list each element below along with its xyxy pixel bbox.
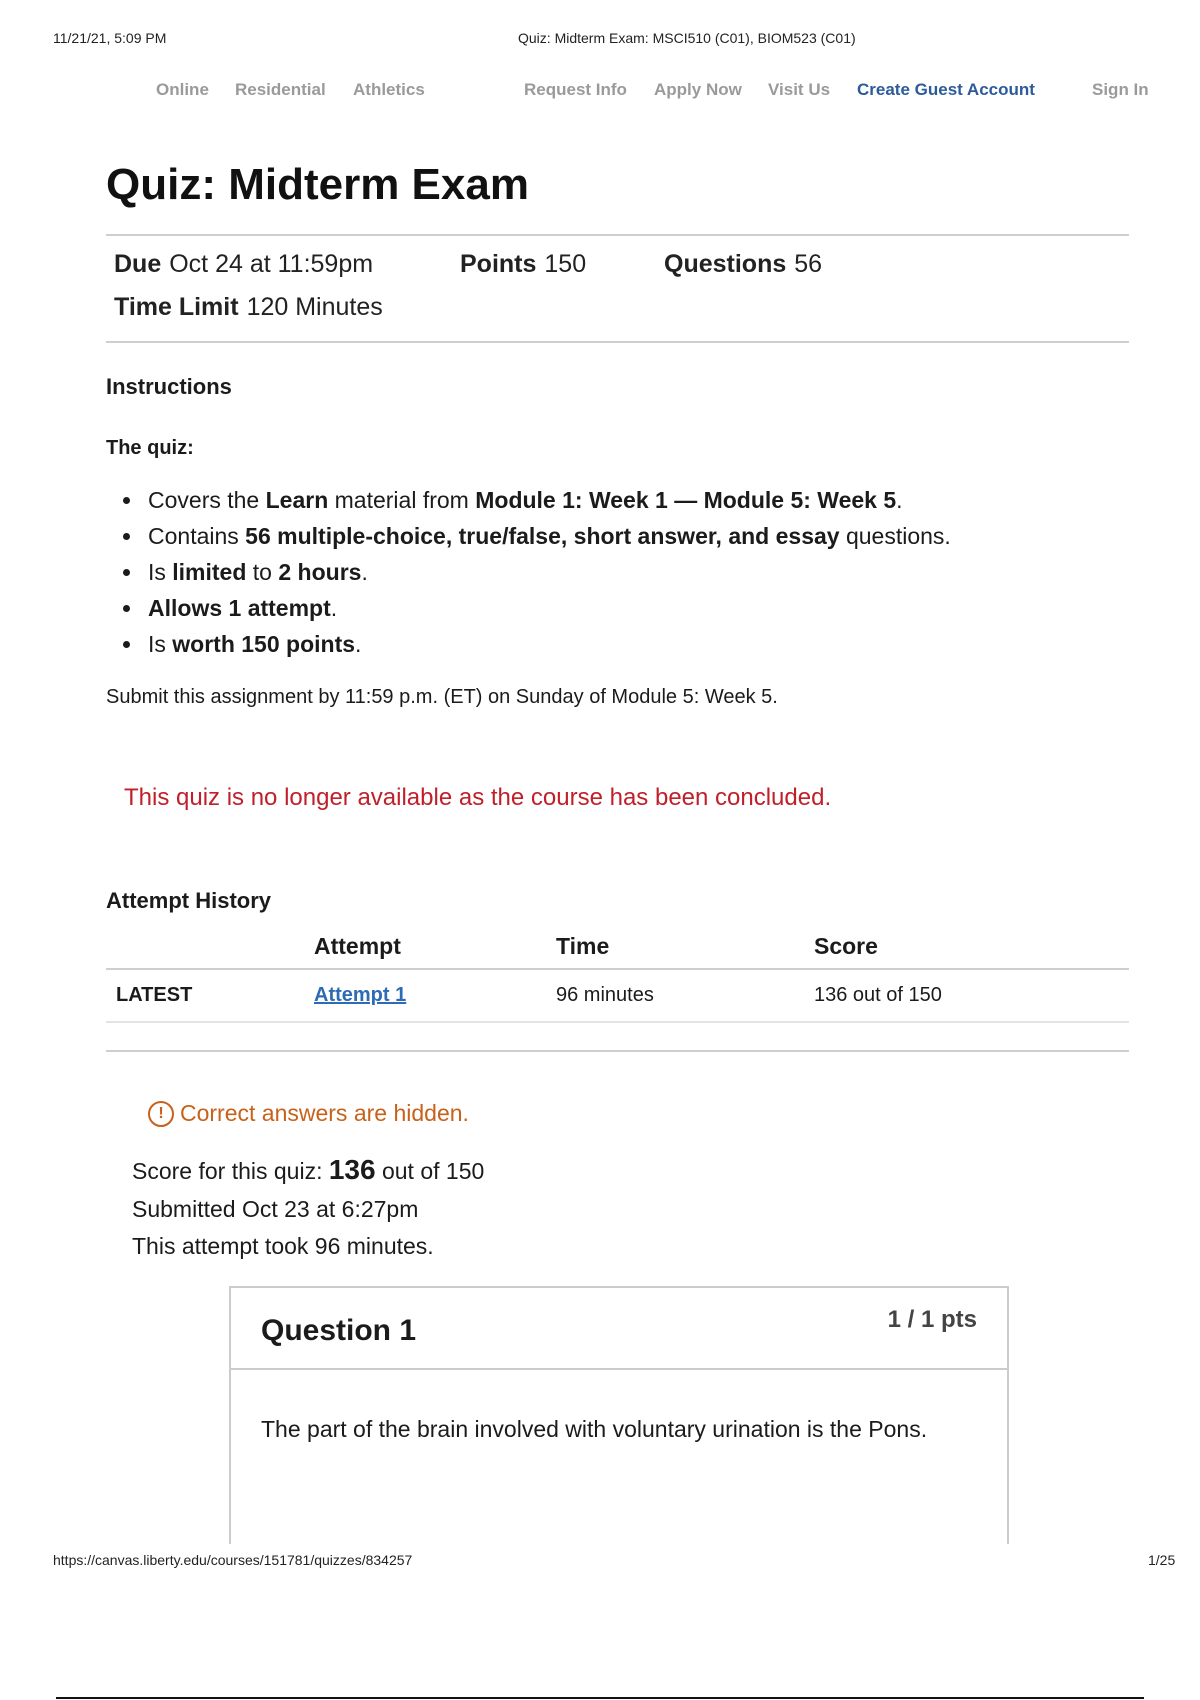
nav-online[interactable]: Online xyxy=(156,80,209,99)
question-card xyxy=(229,1286,1009,1544)
score-cell: 136 out of 150 xyxy=(804,969,1129,1022)
question-header xyxy=(231,1288,1007,1370)
submitted-date: Submitted Oct 23 at 6:27pm xyxy=(132,1196,419,1222)
time-limit-value: 120 Minutes xyxy=(246,293,383,321)
unavailable-message: This quiz is no longer available as the course has been concluded. xyxy=(124,784,832,811)
list-item: • Allows 1 attempt. xyxy=(144,590,951,626)
print-datetime: 11/21/21, 5:09 PM xyxy=(53,30,167,46)
list-item: • Contains 56 multiple-choice, true/false, short answer, and essay questions. xyxy=(144,518,951,554)
submit-note: Submit this assignment by 11:59 p.m. (ET) on Sunday of Module 5: Week 5. xyxy=(106,686,778,708)
nav-apply-now[interactable]: Apply Now xyxy=(654,80,742,99)
print-doc-title: Quiz: Midterm Exam: MSCI510 (C01), BIOM523 (C01) xyxy=(518,30,856,46)
quiz-score: Score for this quiz: 136 out of 150 xyxy=(132,1154,485,1185)
nav-sign-in[interactable]: Sign In xyxy=(1092,80,1149,99)
nav-residential[interactable]: Residential xyxy=(235,80,326,99)
list-item: • Is worth 150 points. xyxy=(144,626,951,662)
time-limit xyxy=(114,293,383,322)
quiz-subheading: The quiz: xyxy=(106,437,194,459)
instructions-list xyxy=(106,482,951,662)
divider xyxy=(106,234,1129,236)
col-header-attempt: Attempt xyxy=(304,925,546,969)
attempt-cell xyxy=(304,969,546,1022)
instructions-heading: Instructions xyxy=(106,374,232,399)
time-limit-label: Time Limit xyxy=(114,293,239,321)
points-label: Points xyxy=(460,250,537,278)
divider xyxy=(106,1050,1129,1052)
question-points: 1 / 1 pts xyxy=(887,1306,977,1333)
answers-hidden-notice xyxy=(148,1100,469,1127)
divider xyxy=(106,341,1129,343)
table-header-row xyxy=(106,925,1129,969)
nav-visit-us[interactable]: Visit Us xyxy=(768,80,831,99)
print-url: https://canvas.liberty.edu/courses/151781/quizzes/834257 xyxy=(53,1552,413,1568)
due-label: Due xyxy=(114,250,162,278)
col-header-score: Score xyxy=(804,925,1129,969)
list-item: • Covers the Learn material from Module 1: Week 1 — Module 5: Week 5. xyxy=(144,482,951,518)
question-title: Question 1 xyxy=(261,1314,417,1347)
due-value: Oct 24 at 11:59pm xyxy=(169,250,374,278)
attempt-history-heading: Attempt History xyxy=(106,888,272,913)
nav-athletics[interactable]: Athletics xyxy=(353,80,425,99)
question-text: The part of the brain involved with voluntary urination is the Pons. xyxy=(261,1416,928,1442)
col-header-time: Time xyxy=(546,925,804,969)
points xyxy=(460,250,586,279)
list-item: • Is limited to 2 hours. xyxy=(144,554,951,590)
attempt-history-table xyxy=(106,925,1129,1043)
col-header-blank xyxy=(106,925,304,969)
points-value: 150 xyxy=(544,250,587,278)
questions-count xyxy=(664,250,822,279)
page-title: Quiz: Midterm Exam xyxy=(106,160,529,209)
questions-value: 56 xyxy=(794,250,823,278)
page-bottom-rule xyxy=(56,1697,1144,1699)
table-row xyxy=(106,969,1129,1022)
table-row-spacer xyxy=(106,1022,1129,1043)
nav-create-guest-account[interactable]: Create Guest Account xyxy=(857,80,1035,99)
time-cell: 96 minutes xyxy=(546,969,804,1022)
questions-label: Questions xyxy=(664,250,787,278)
latest-label: LATEST xyxy=(106,969,304,1022)
score-value: 136 xyxy=(328,1154,376,1185)
print-page-number: 1/25 xyxy=(1148,1552,1176,1568)
exclamation-circle-icon: ! xyxy=(148,1101,174,1127)
notice-text: Correct answers are hidden. xyxy=(180,1100,469,1126)
due-date xyxy=(114,250,373,279)
nav-request-info[interactable]: Request Info xyxy=(524,80,627,99)
attempt-link[interactable]: Attempt 1 xyxy=(314,984,407,1006)
attempt-duration: This attempt took 96 minutes. xyxy=(132,1233,434,1259)
